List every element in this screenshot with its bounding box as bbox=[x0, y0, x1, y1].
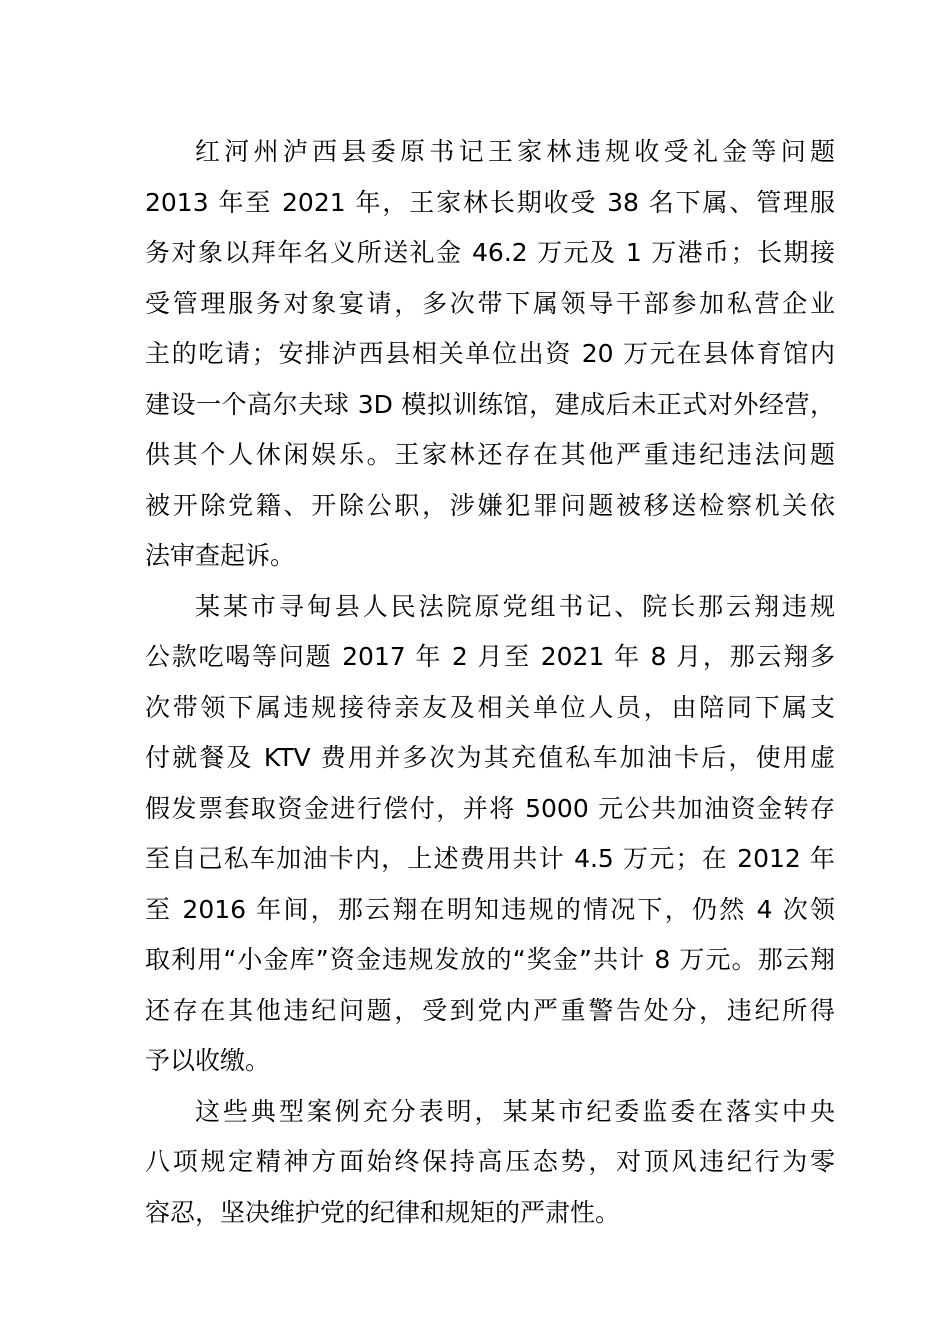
text-line: 务对象以拜年名义所送礼金 46.2 万元及 1 万港币；长期接 bbox=[145, 238, 835, 267]
text-line: 供其个人休闲娱乐。王家林还存在其他严重违纪违法问题 bbox=[145, 440, 835, 469]
text-line: 予以收缴。 bbox=[145, 1046, 271, 1075]
paragraph-wang-jialin-case bbox=[145, 127, 835, 582]
text-line: 假发票套取资金进行偿付，并将 5000 元公共加油资金转存 bbox=[145, 793, 835, 823]
text-line: 2013 年至 2021 年，王家林长期收受 38 名下属、管理服 bbox=[145, 187, 835, 217]
text-line: 这些典型案例充分表明，某某市纪委监委在落实中央 bbox=[195, 1096, 835, 1126]
document-body bbox=[145, 127, 835, 1238]
text-line: 主的吃请；安排泸西县相关单位出资 20 万元在县体育馆内 bbox=[145, 339, 835, 368]
text-line: 至 2016 年间，那云翔在明知违规的情况下，仍然 4 次领 bbox=[145, 894, 835, 924]
text-line: 至自己私车加油卡内，上述费用共计 4.5 万元；在 2012 年 bbox=[145, 844, 835, 873]
paragraph-conclusion bbox=[145, 1087, 835, 1239]
paragraph-na-yunxiang-case bbox=[145, 582, 835, 1087]
text-line: 取利用“小金库”资金违规发放的“奖金”共计 8 万元。那云翔 bbox=[145, 945, 835, 974]
text-line: 某某市寻甸县人民法院原党组书记、院长那云翔违规 bbox=[195, 591, 835, 621]
text-line: 次带领下属违规接待亲友及相关单位人员，由陪同下属支 bbox=[145, 692, 835, 722]
text-line: 红河州泸西县委原书记王家林违规收受礼金等问题 bbox=[195, 137, 835, 166]
text-line: 受管理服务对象宴请，多次带下属领导干部参加私营企业 bbox=[145, 288, 835, 318]
text-line: 法审查起诉。 bbox=[145, 541, 296, 570]
text-line: 被开除党籍、开除公职，涉嫌犯罪问题被移送检察机关依 bbox=[145, 490, 835, 520]
text-line: 付就餐及 KTV 费用并多次为其充值私车加油卡后，使用虚 bbox=[145, 743, 835, 772]
text-line: 八项规定精神方面始终保持高压态势，对顶风违纪行为零 bbox=[145, 1147, 835, 1176]
text-line: 还存在其他违纪问题，受到党内严重警告处分，违纪所得 bbox=[145, 995, 835, 1025]
text-line: 容忍，坚决维护党的纪律和规矩的严肃性。 bbox=[145, 1197, 621, 1227]
text-line: 公款吃喝等问题 2017 年 2 月至 2021 年 8 月，那云翔多 bbox=[145, 642, 835, 671]
text-line: 建设一个高尔夫球 3D 模拟训练馆，建成后未正式对外经营， bbox=[145, 389, 835, 419]
